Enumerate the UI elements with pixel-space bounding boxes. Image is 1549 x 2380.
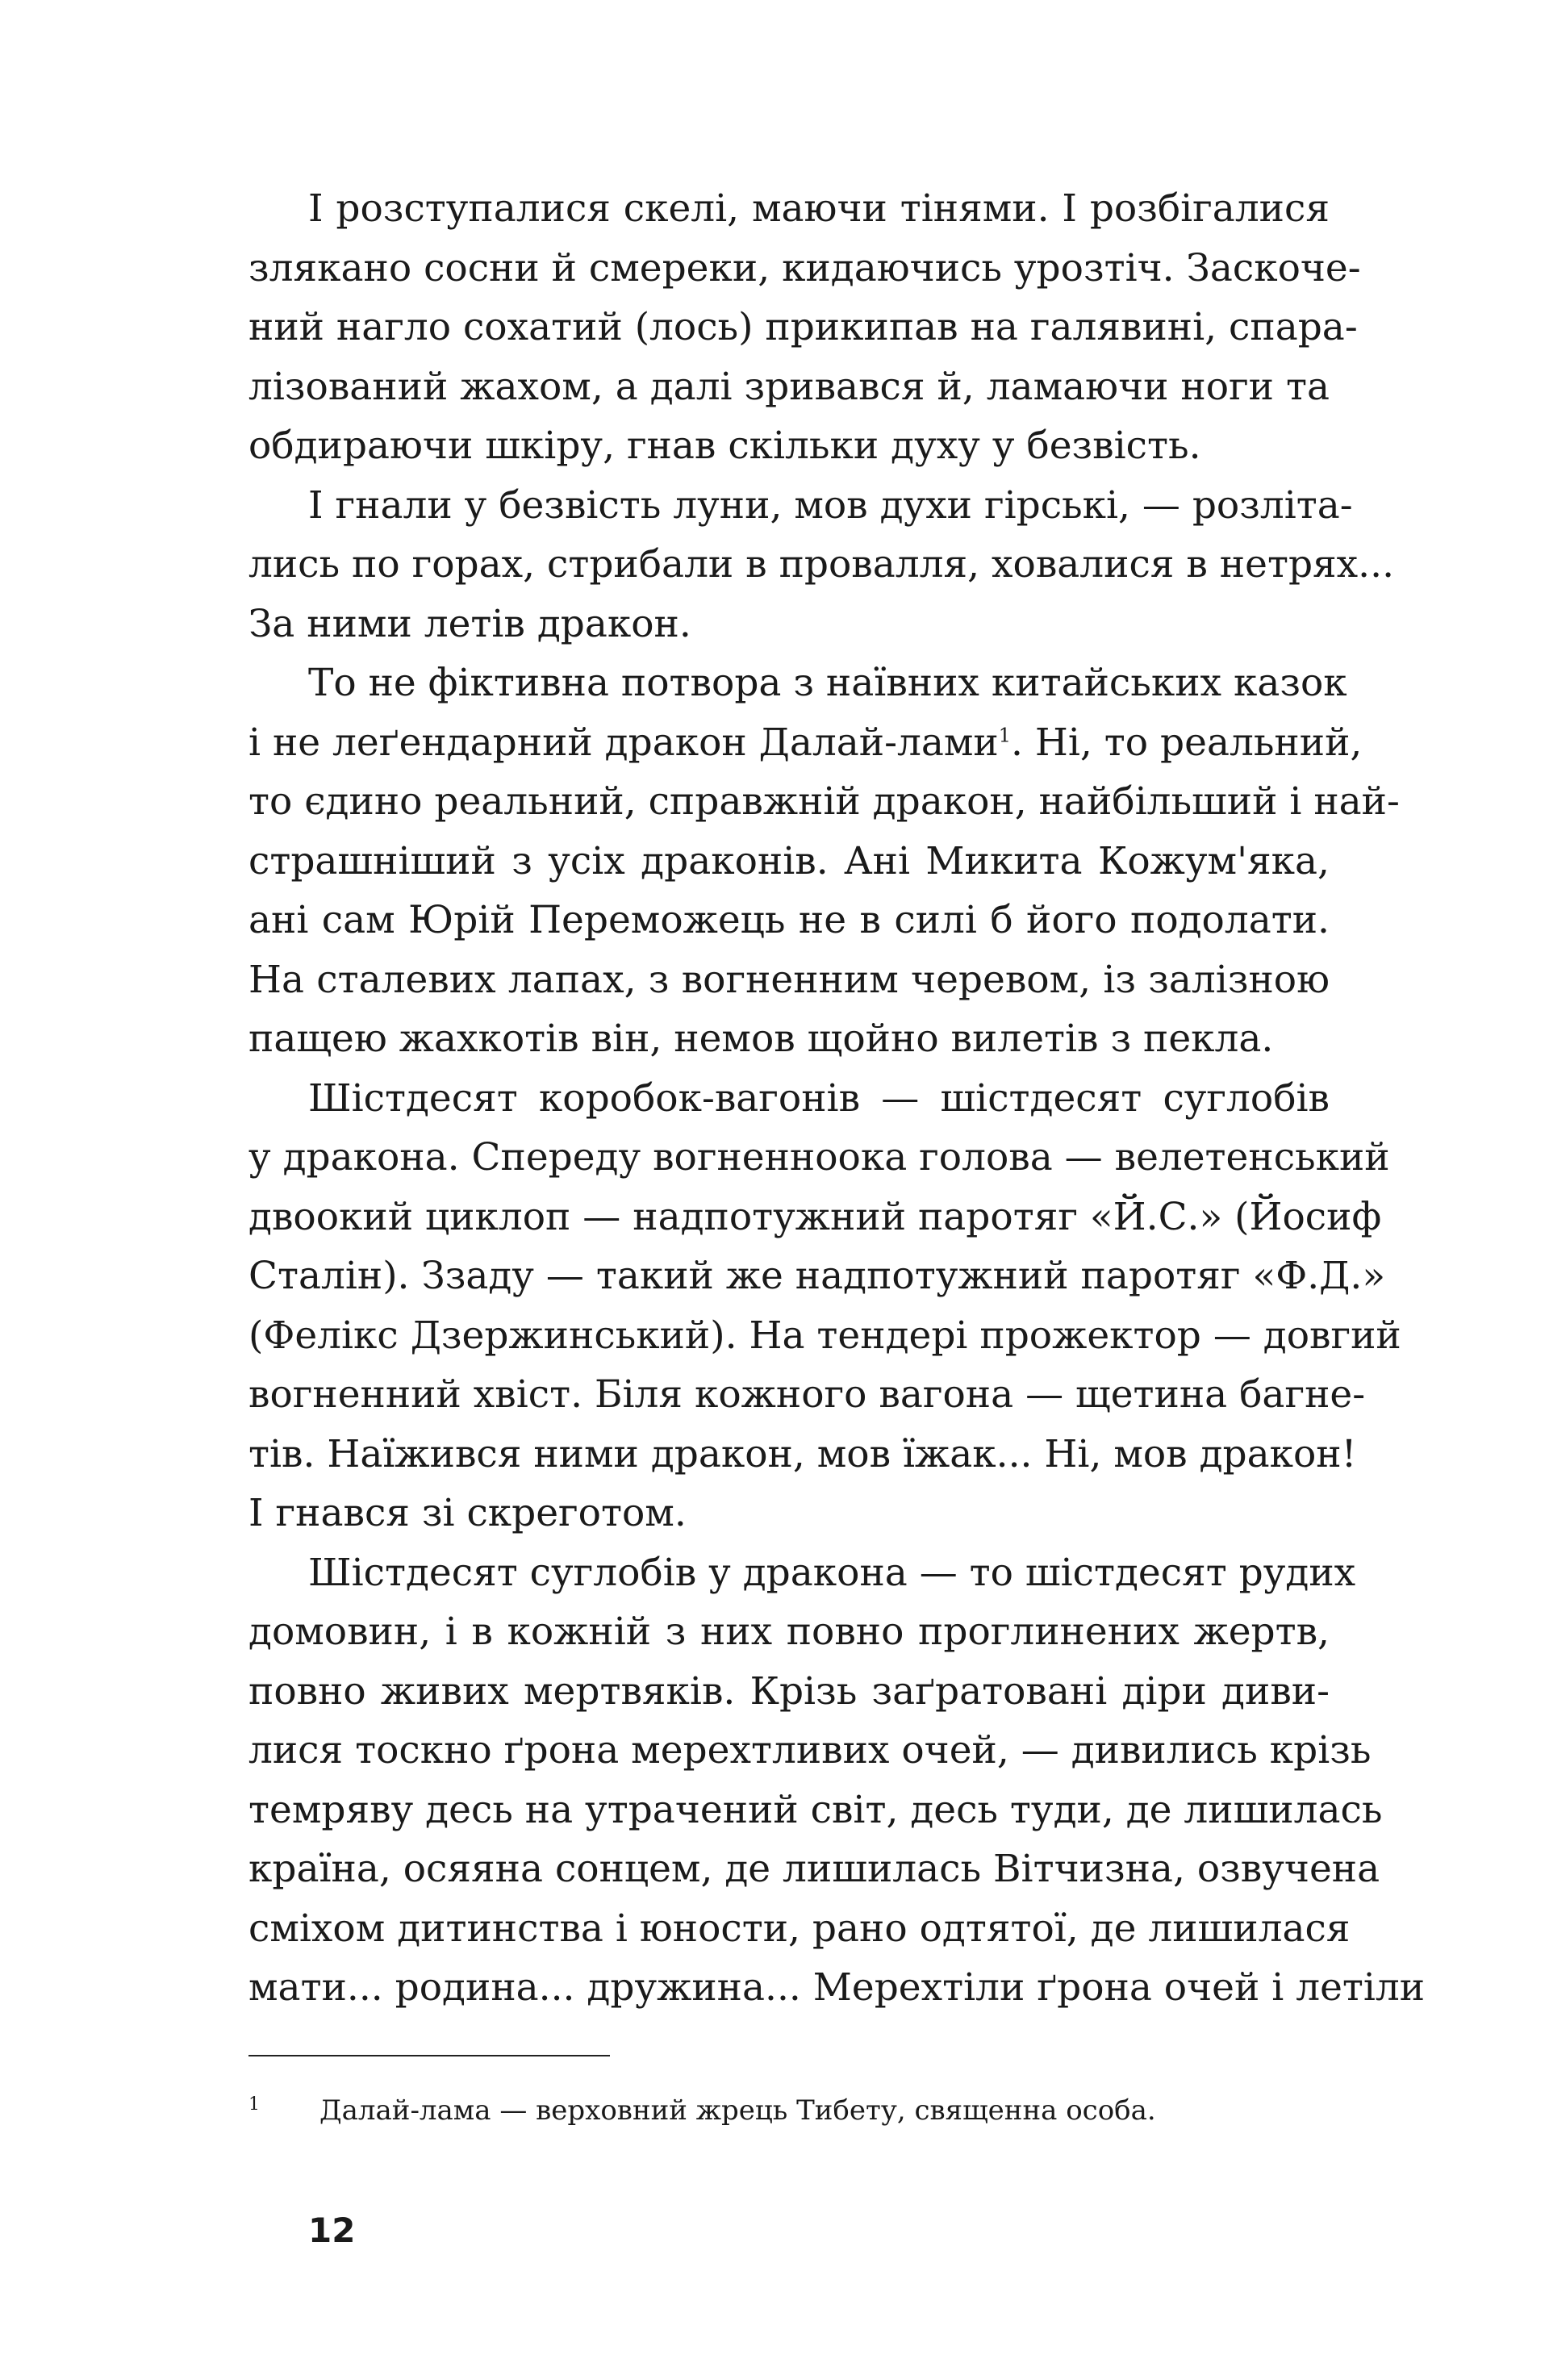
footnote-marker: 1 (248, 2094, 260, 2115)
footnote (248, 2093, 1330, 2128)
text-line: темряву десь на утрачений світ, десь туди, де лишилась (248, 1787, 1383, 1832)
page-number: 12 (308, 2211, 356, 2250)
text-line: лись по горах, стрибали в провалля, ховалися в нетрях... (248, 542, 1395, 587)
text-line: домовин, і в кожній з них повно проглинених жертв, (248, 1610, 1330, 1654)
text-line: обдираючи шкіру, гнав скільки духу у безвість. (248, 424, 1201, 468)
text-line: у дракона. Спереду вогненноока голова — велетенський (248, 1135, 1390, 1180)
text-line: то єдино реальний, справжній дракон, найбільший і най- (248, 779, 1400, 824)
text-line: І гнався зі скреготом. (248, 1491, 687, 1535)
paragraph-3 (248, 653, 1400, 1069)
paragraph-1 (248, 179, 1361, 476)
text-line: сміхом дитинства і юности, рано одтятої, де лишилася (248, 1906, 1351, 1951)
text-line: мати... родина... дружина... Мерехтіли ґрона очей і летіли (248, 1965, 1426, 2010)
text-line: вогненний хвіст. Біля кожного вагона — щетина багне- (248, 1372, 1366, 1417)
paragraph-4 (248, 1069, 1401, 1543)
text-line: За ними летів дракон. (248, 601, 691, 646)
text-line: злякано сосни й смереки, кидаючись урозтіч. Заскоче- (248, 245, 1361, 290)
text-line: На сталевих лапах, з вогненним черевом, із залізною (248, 957, 1330, 1002)
paragraph-5 (248, 1543, 1426, 2018)
footnote-divider (248, 2055, 610, 2056)
body-text (248, 179, 1426, 2018)
text-line: повно живих мертвяків. Крізь заґратовані діри диви- (248, 1668, 1330, 1714)
text-line: Шістдесят коробок-вагонів — шістдесят суглобів (308, 1075, 1330, 1121)
text-line: лися тоскно ґрона мерехтливих очей, — дивились крізь (248, 1728, 1372, 1772)
text-line: тів. Наїжився ними дракон, мов їжак... Ні, мов дракон! (248, 1431, 1357, 1476)
text-line: І гнали у безвість луни, мов духи гірські, — розліта- (308, 482, 1353, 528)
text-line: Шістдесят суглобів у дракона — то шістдесят рудих (308, 1550, 1356, 1595)
paragraph-2 (248, 476, 1395, 654)
text-line: (Фелікс Дзержинський). На тендері прожектор — довгий (248, 1313, 1401, 1358)
text-line: То не фіктивна потвора з наївних китайських казок (308, 661, 1347, 705)
text-line: лізований жахом, а далі зривався й, ламаючи ноги та (248, 364, 1330, 409)
text-line: ані сам Юрій Переможець не в силі б його подолати. (248, 898, 1330, 942)
footnote-reference[interactable]: 1 (998, 723, 1012, 746)
text-line: країна, осяяна сонцем, де лишилась Вітчизна, озвучена (248, 1847, 1380, 1891)
text-segment: і не леґендарний дракон Далай-лами (248, 720, 999, 765)
text-line: ний нагло сохатий (лось) прикипав на галявині, спара- (248, 305, 1358, 349)
footnote-text: Далай-лама — верховний жрець Тибету, священна особа. (319, 2094, 1156, 2127)
text-line-with-footnote (248, 713, 1363, 773)
text-line: страшніший з усіх драконів. Ані Микита Кожум'яка, (248, 838, 1330, 883)
text-line: пащею жахкотів він, немов щойно вилетів з пекла. (248, 1017, 1274, 1061)
text-line: двоокий циклоп — надпотужний паротяг «Й.С.» (Йосиф (248, 1194, 1382, 1239)
text-line: І розступалися скелі, маючи тінями. І розбігалися (308, 186, 1330, 231)
text-segment: . Ні, то реальний, (1011, 720, 1363, 765)
text-line: Сталін). Ззаду — такий же надпотужний паротяг «Ф.Д.» (248, 1254, 1386, 1298)
